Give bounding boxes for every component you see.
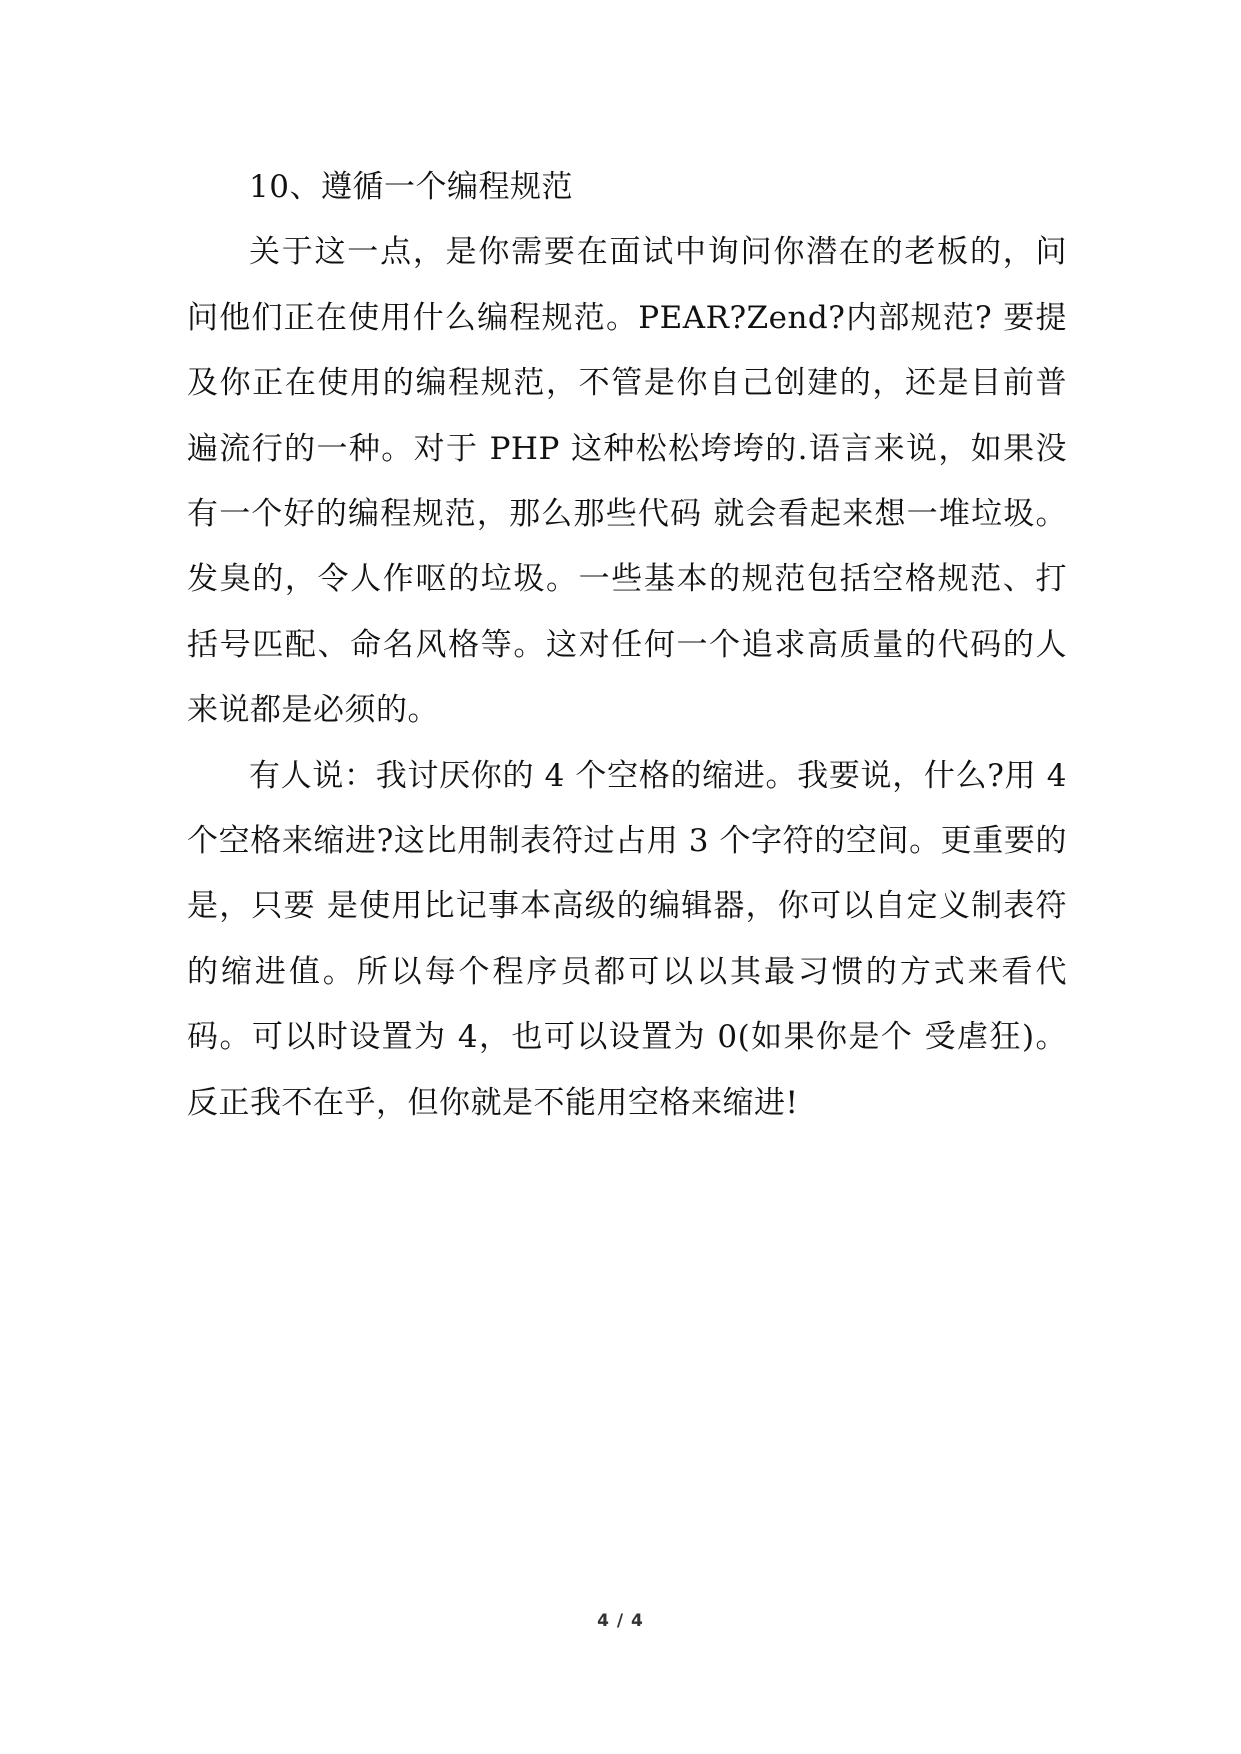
document-body bbox=[187, 155, 1067, 1136]
section-heading: 10、遵循一个编程规范 bbox=[249, 169, 573, 205]
paragraph-coding-standard: 关于这一点，是你需要在面试中询问你潜在的老板的，问问他们正在使用什么编程规范。PEAR?Zend?内部规范? 要提及你正在使用的编程规范，不管是你自己创建的，还是目前普遍流行的一种。对于 PHP 这种松松垮垮的.语言来说，如果没有一个好的编程规范，那么那些代码 就会看起来想一堆垃圾。发臭的，令人作呕的垃圾。一些基本的规范包括空格规范、打括号匹配、命名风格等。这对任何一个追求高质量的代码的人来说都是必须的。 bbox=[187, 234, 1067, 729]
paragraph-indentation: 有人说：我讨厌你的 4 个空格的缩进。我要说，什么?用 4 个空格来缩进?这比用制表符过占用 3 个字符的空间。更重要的是，只要 是使用比记事本高级的编辑器，你可以自定义制表符的缩进值。所以每个程序员都可以以其最习惯的方式来看代码。可以时设置为 4，也可以设置为 0(如果你是个 受虐狂)。反正我不在乎，但你就是不能用空格来缩进! bbox=[187, 757, 1067, 1121]
page-number: 4 / 4 bbox=[597, 1611, 644, 1631]
